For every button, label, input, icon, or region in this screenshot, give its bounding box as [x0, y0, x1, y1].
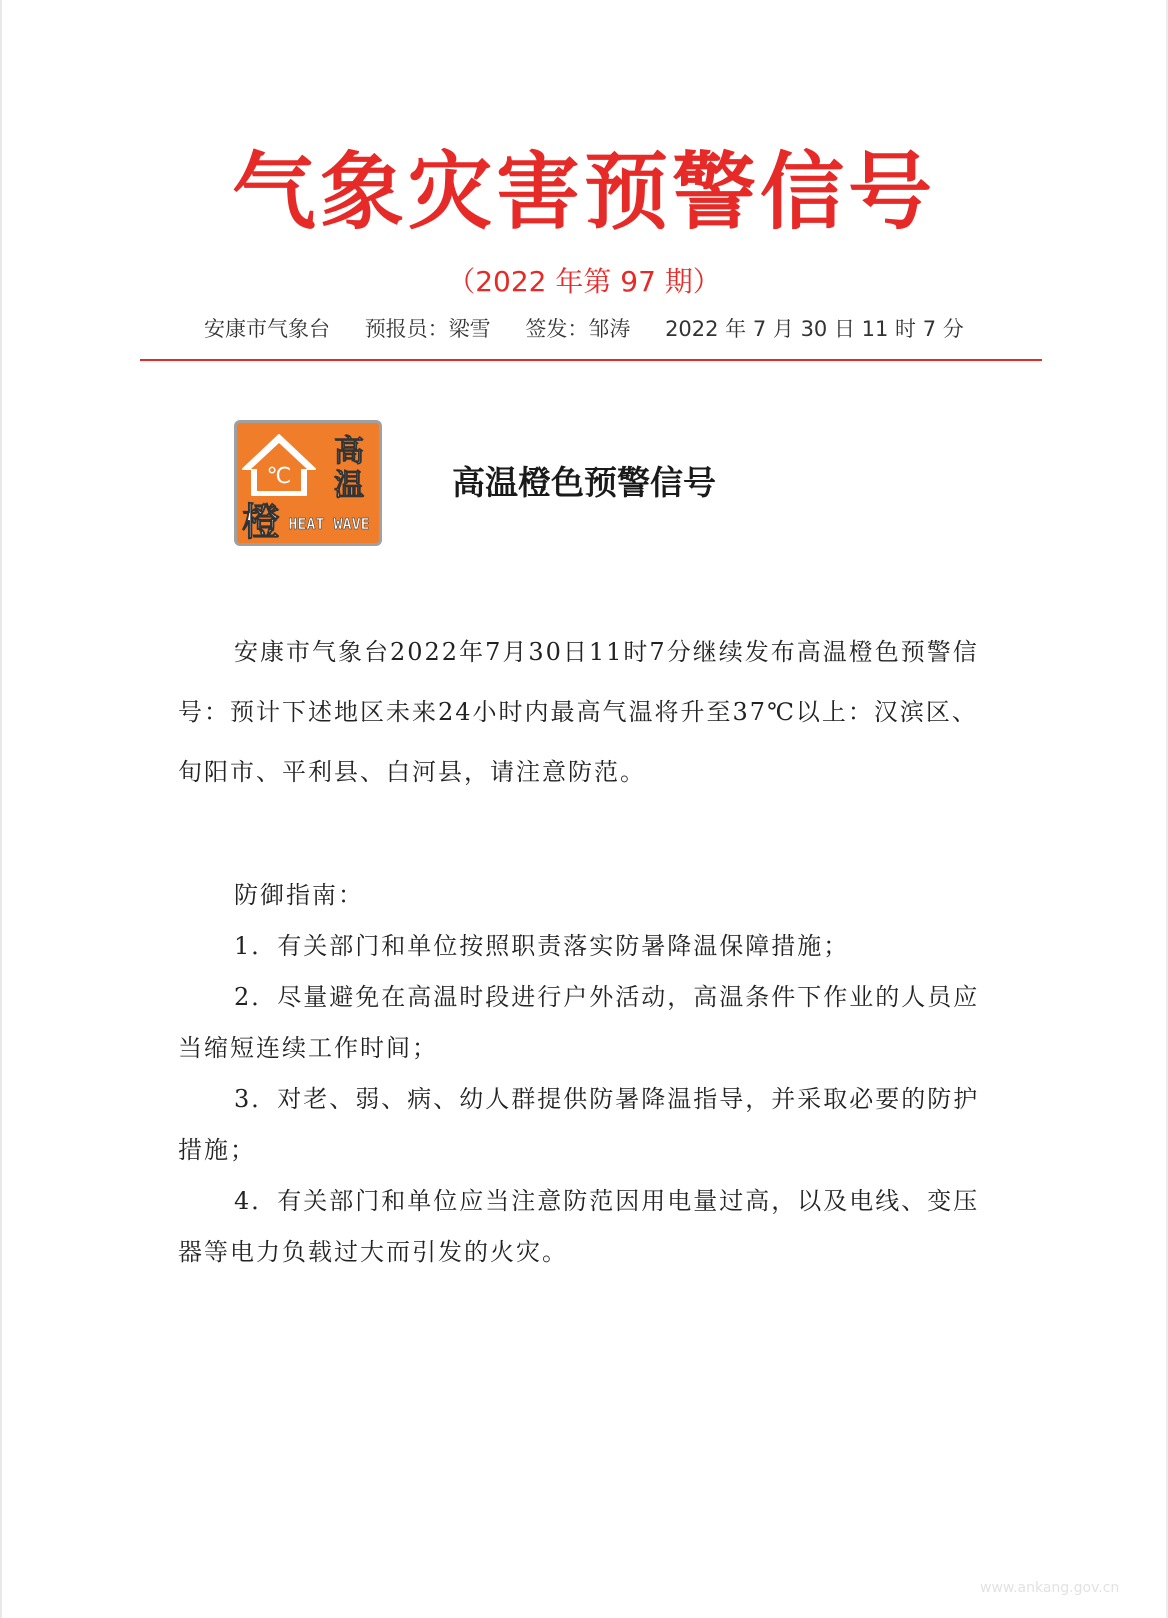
- heat-wave-orange-icon: [234, 420, 382, 546]
- issue-number: （2022 年第 97 期）: [447, 265, 721, 298]
- document-title: 气象灾害预警信号: [231, 143, 936, 241]
- heat-wave-icon-graphic: [237, 423, 379, 543]
- meta-issuer: 签发：邹涛: [525, 317, 631, 341]
- icon-label-bottom: 温: [334, 468, 364, 503]
- icon-level-char: 橙: [241, 500, 281, 543]
- icon-celsius-glyph: ℃: [266, 464, 292, 489]
- guide-item-4: 4．有关部门和单位应当注意防范因用电量过高，以及电线、变压器等电力负载过大而引发的火灾。: [178, 1187, 980, 1266]
- meta-station: 安康市气象台: [204, 317, 330, 341]
- page-edge-left: [0, 0, 2, 1618]
- warning-paragraph: 安康市气象台2022年7月30日11时7分继续发布高温橙色预警信号：预计下述地区未来24小时内最高气温将升至37℃以上：汉滨区、旬阳市、平利县、白河县，请注意防范。: [178, 638, 979, 786]
- meta-datetime: 2022 年 7 月 30 日 11 时 7 分: [665, 317, 964, 341]
- guide-item-3: 3．对老、弱、病、幼人群提供防暑降温指导，并采取必要的防护措施；: [178, 1085, 980, 1164]
- defense-guide: [178, 870, 990, 1278]
- header-divider: [140, 359, 1042, 361]
- document-meta: [204, 314, 1004, 344]
- guide-heading: 防御指南：: [234, 881, 364, 909]
- signal-title: 高温橙色预警信号: [452, 463, 716, 502]
- icon-english-label: HEAT WAVE: [288, 515, 370, 533]
- site-watermark: www.ankang.gov.cn: [980, 1580, 1120, 1596]
- guide-item-2: 2．尽量避免在高温时段进行户外活动，高温条件下作业的人员应当缩短连续工作时间；: [178, 983, 980, 1062]
- guide-item-1: 1．有关部门和单位按照职责落实防暑降温保障措施；: [234, 932, 850, 960]
- icon-label-top: 高: [334, 434, 364, 469]
- meta-forecaster: 预报员：梁雪: [364, 317, 491, 341]
